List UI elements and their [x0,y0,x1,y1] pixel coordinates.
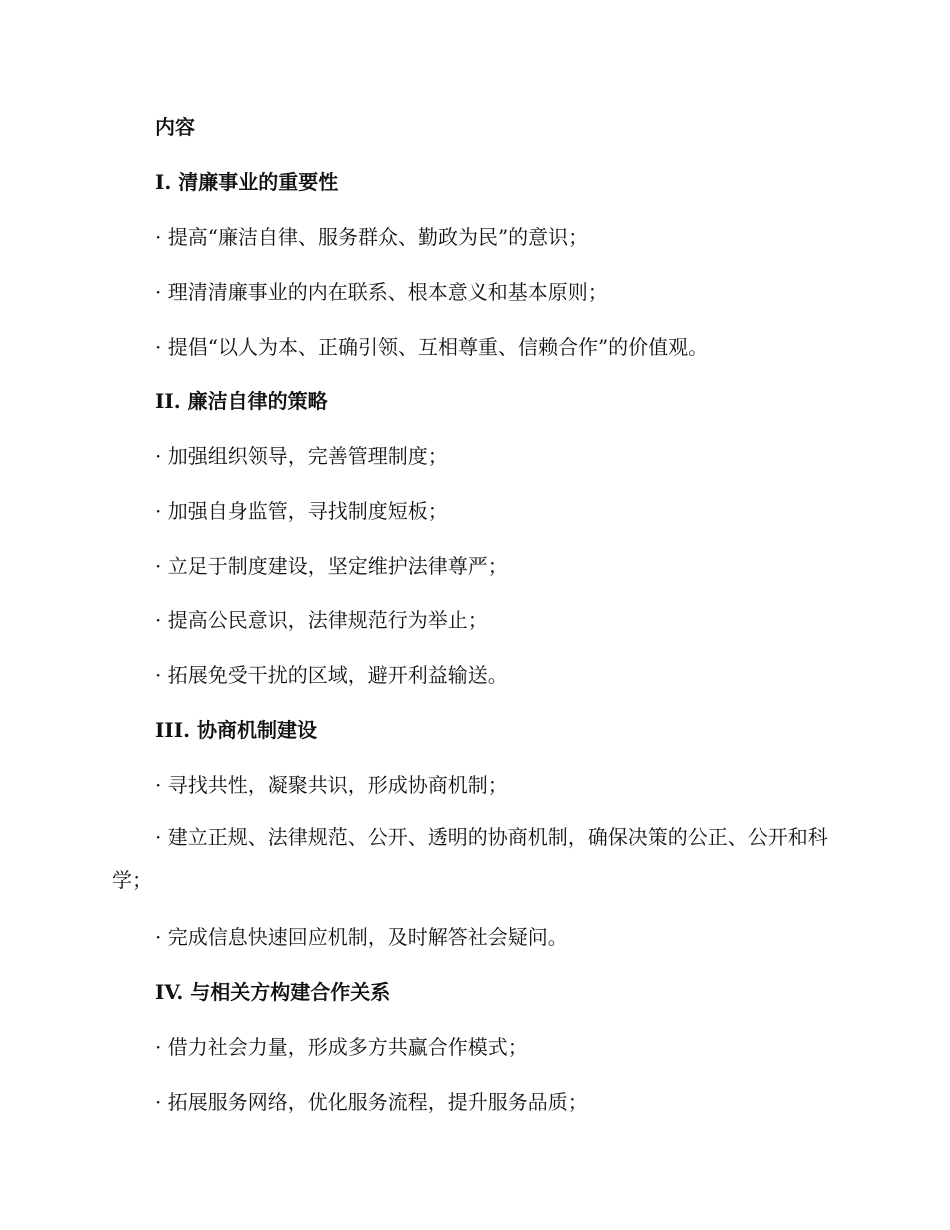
section-heading-2: II. 廉洁自律的策略 [155,389,328,413]
list-item: · 借力社会力量，形成多方共赢合作模式； [155,1035,528,1059]
list-item: · 建立正规、法律规范、公开、透明的协商机制，确保决策的公正、公开和科学； [112,825,828,892]
list-item: · 拓展免受干扰的区域，避开利益输送。 [155,663,508,687]
list-item: · 提倡“以人为本、正确引领、互相尊重、信赖合作”的价值观。 [155,335,709,359]
section-heading-1: I. 清廉事业的重要性 [155,170,339,194]
section-heading-4: IV. 与相关方构建合作关系 [155,980,391,1004]
list-item: · 完成信息快速回应机制，及时解答社会疑问。 [155,925,568,949]
list-item: · 理清清廉事业的内在联系、根本意义和基本原则； [155,280,608,304]
section-heading-3: III. 协商机制建设 [155,718,317,742]
list-item: · 立足于制度建设，坚定维护法律尊严； [155,554,508,578]
document-title: 内容 [155,115,195,139]
list-item: · 提高“廉洁自律、服务群众、勤政为民”的意识； [155,225,589,249]
list-item: · 加强组织领导，完善管理制度； [155,444,448,468]
list-item: · 加强自身监管，寻找制度短板； [155,499,448,523]
list-item: · 提高公民意识，法律规范行为举止； [155,608,488,632]
list-item: · 拓展服务网络，优化服务流程，提升服务品质； [155,1090,588,1114]
list-item: · 寻找共性，凝聚共识，形成协商机制； [155,773,508,797]
